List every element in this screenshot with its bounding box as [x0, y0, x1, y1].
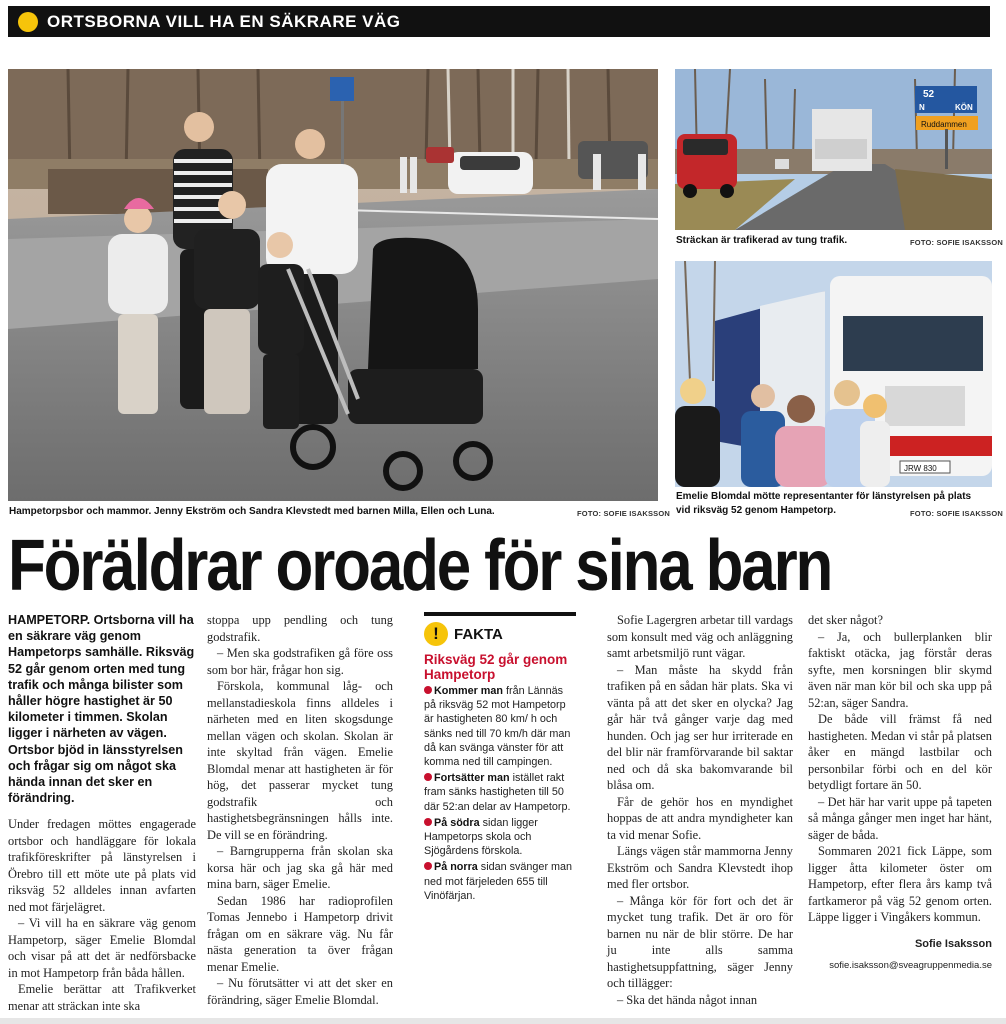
road-sign-bottom: Ruddammen	[921, 120, 967, 129]
fakta-box	[424, 612, 576, 903]
body-paragraph: Längs vägen står mammorna Jenny Ekström och Sandra Klevstedt ihop med fler ortsbor.	[607, 844, 793, 891]
fakta-item: Fortsätter man istället rakt fram sänks hastigheten till 50 där 52:an delar av Hampetorp.	[424, 772, 571, 813]
exclamation-icon: !	[424, 622, 448, 646]
fakta-title: Riksväg 52 går genom Hampetorp	[424, 652, 568, 682]
body-paragraph: det sker något?	[808, 613, 884, 627]
body-paragraph: – Ska det hända något innan	[617, 992, 758, 1007]
column-1	[8, 612, 196, 1014]
fakta-item: På norra sidan svänger man ned mot färjeleden 655 till Vinöfärjan.	[424, 861, 573, 902]
fakta-label: FAKTA	[454, 625, 503, 643]
body-paragraph: – Men ska godstrafiken gå före oss som bor här, frågar hon sig.	[207, 646, 393, 677]
body-paragraph: – Många kör för fort och det är mycket tung trafik. Det är oro för barnen nu när de blir större. De har ju inte alls samma hastighetsuppfattning, säger Jenny och tillägger:	[607, 893, 793, 990]
body-paragraph: Emelie berättar att Trafikverket menar att sträckan inte ska	[8, 982, 196, 1013]
bullet-dot-icon	[424, 818, 432, 826]
headline: Föräldrar oroade för sina barn	[8, 526, 832, 606]
road-sign-left: N	[919, 103, 925, 112]
body-paragraph: Sedan 1986 har radioprofilen Tomas Jennebo i Hampetorp drivit frågan om en säkrare väg. Nu får nästa generation ta över frågan menar Emelie.	[207, 893, 393, 974]
page-bottom-edge	[0, 1018, 1006, 1024]
body-paragraph: De både vill främst få ned hastigheten. Medan vi står på platsen åker en mängd lastbilar och personbilar förbi och en del kör betydligt fortare än 50.	[808, 712, 992, 792]
body-paragraph: – Barngrupperna från skolan ska korsa här och jag ska gå här med mina barn, säger Emelie.	[207, 844, 393, 891]
fakta-item: Kommer man från Lännäs på riksväg 52 mot Hampetorp är hastigheten 80 km/ h och sänks ned till 70 km/h där man då kan svänga vänster för att komma ned till campingen.	[424, 685, 571, 769]
meeting-photo-caption: Emelie Blomdal mötte representanter för länstyrelsen på plats vid riksväg 52 genom Hampetorp.	[676, 491, 972, 516]
body-paragraph: Sommaren 2021 fick Läppe, som ligger åtta kilometer öster om Hampetorp, efter flera års kamp två fartkameror på väg 52 genom orten. Läppe ligger i Vingåkers kommun.	[808, 844, 992, 924]
meeting-photo	[675, 261, 992, 487]
byline: Sofie Isaksson	[914, 937, 992, 950]
meeting-photo-credit: FOTO: SOFIE ISAKSSON	[910, 509, 1004, 518]
fakta-item: På södra sidan ligger Hampetorps skola och Sjögårdens förskola.	[424, 816, 538, 858]
body-paragraph: stoppa upp pendling och tung godstrafik.	[207, 613, 393, 644]
traffic-photo-caption: Sträckan är trafikerad av tung trafik.	[676, 235, 848, 246]
road-sign-number: 52	[923, 89, 935, 100]
fakta-header	[424, 622, 576, 646]
body-paragraph: – Man måste ha skydd från trafiken på en sådan här plats. Ska vi vänta på att det sker en olycka? Jag går här två gånger varje dag med hunden. Och jag ser hur irriterade en del blir när framförvarande bil saktar ned och då ska bakomvarande bil blåsa om.	[607, 662, 793, 792]
kicker-dot-icon	[18, 12, 38, 32]
body-paragraph: – Nu förutsätter vi att det sker en förändring, säger Emelie Blomdal.	[207, 976, 393, 1007]
author-email: sofie.isaksson@sveagruppenmedia.se	[829, 960, 992, 971]
body-paragraph: Sofie Lagergren arbetar till vardags som konsult med väg och anläggning samt arbetsmiljö runt vägar.	[607, 613, 793, 660]
column-2	[207, 612, 393, 1008]
traffic-photo	[675, 69, 992, 230]
body-paragraph: Förskola, kommunal låg- och mellanstadieskola finns alldeles i närheten med en liten skogsdunge mellan vägen och skolan. Skolan är inte skyltad från vägen. Emelie Blomdal menar att hastigheten är för hög, det passerar mycket tung godstrafik och hastighetsbegränsningen hålls inte. De vill se en förändring.	[207, 679, 393, 842]
lead-text: Ortsborna vill ha en säkrare väg genom Hampetorps samhälle. Riksväg 52 går genom orten med tung trafik och många bilister som håller högre hastighet är 50 kilometer i timmen. Skolan ligger i närheten av vägen. Ortsbor bjöd in länsstyrelsen och frågar sig om något ska hända innan det sker en förändring.	[8, 613, 195, 806]
body-paragraph: Får de gehör hos en myndighet hoppas de att andra myndigheter kan ta vid menar Sofie.	[607, 794, 793, 842]
body-paragraph: – Vi vill ha en säkrare väg genom Hampetorp, säger Emelie Blomdal och visar på att det är nedförsbacke in mot Hampetorp från båda hållen.	[8, 916, 196, 980]
body-paragraph: Under fredagen möttes engagerade ortsbor och handläggare för lokala trafikföreskrifter på länstyrelsen i Örebro till ett möte ute på plats vid riksväg 52 alldeles innan avfarten ned mot färjelägret.	[8, 817, 196, 914]
bullet-dot-icon	[424, 686, 432, 694]
kicker-text: ORTSBORNA VILL HA EN SÄKRARE VÄG	[47, 11, 401, 31]
column-5	[808, 612, 992, 975]
column-4	[607, 612, 793, 1008]
truck-plate-text: JRW 830	[904, 464, 937, 473]
body-paragraph: – Det här har varit uppe på tapeten så många gånger men inget har hänt, säger de båda.	[808, 794, 992, 842]
lead-paragraph	[8, 612, 196, 806]
dateline: HAMPETORP.	[8, 613, 91, 627]
bullet-dot-icon	[424, 773, 432, 781]
traffic-photo-credit: FOTO: SOFIE ISAKSSON	[910, 238, 1004, 247]
main-photo-caption: Hampetorpsbor och mammor. Jenny Ekström och Sandra Klevstedt med barnen Milla, Ellen och Luna.	[9, 506, 495, 517]
bullet-dot-icon	[424, 862, 432, 870]
kicker-bar	[8, 6, 990, 37]
fakta-rule	[424, 612, 576, 616]
main-photo-credit: FOTO: SOFIE ISAKSSON	[577, 509, 671, 518]
main-photo	[8, 69, 658, 501]
road-sign-right: KÖN	[955, 103, 973, 112]
body-paragraph: – Ja, och bullerplanken blir faktiskt otäcka, jag förstår deras syfte, men korsningen blir skymd även när man kör bil och ska upp på 52:an, säger Sandra.	[808, 629, 992, 710]
